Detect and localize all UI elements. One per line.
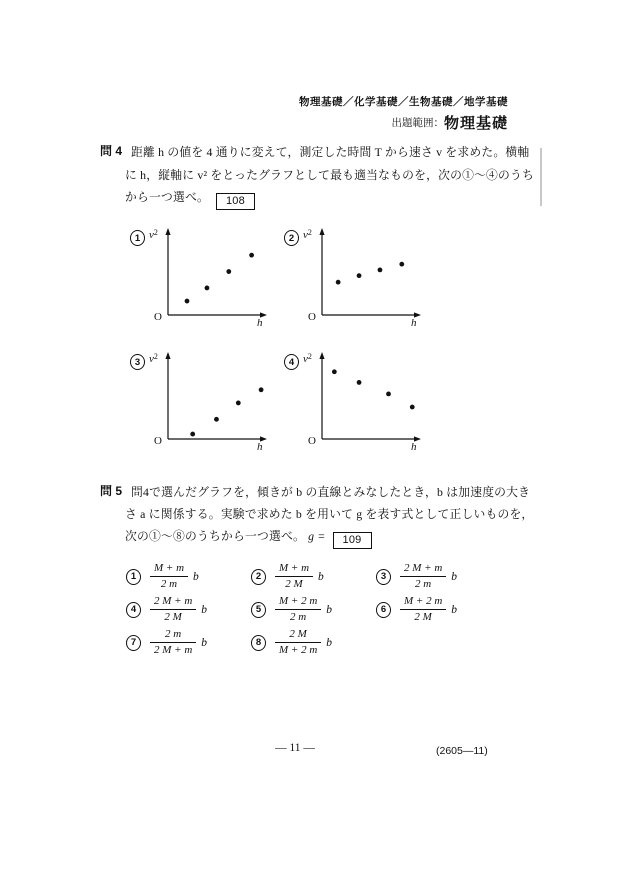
coefficient-b: b	[193, 570, 199, 583]
options-grid	[126, 560, 501, 659]
option-number: 4	[126, 602, 141, 618]
option-2	[251, 560, 376, 593]
data-point	[190, 432, 195, 437]
answer-box-109: 109	[333, 532, 372, 549]
q4-line-1: 距離 h の値を 4 通りに変えて，測定した時間 T から速さ v を求めた。横軸	[131, 145, 530, 159]
fraction	[275, 628, 321, 656]
data-point	[236, 401, 241, 406]
data-point	[332, 369, 337, 374]
graph-axes	[282, 351, 432, 457]
graph-axes	[128, 351, 278, 457]
fraction-numerator: M + m	[275, 562, 313, 577]
coefficient-b: b	[326, 636, 333, 649]
fraction	[400, 562, 446, 590]
y-axis-label: $v^2$	[303, 228, 312, 241]
coefficient-b: b	[201, 636, 208, 649]
header-scope	[299, 112, 508, 133]
data-point	[185, 299, 190, 304]
footer-page-number: — 11 —	[275, 742, 315, 754]
data-point	[378, 268, 383, 273]
fraction-denominator: 2 M	[414, 611, 432, 623]
header-subject-list: 物理基礎／化学基礎／生物基礎／地学基礎	[299, 96, 508, 108]
fraction-denominator: 2 m	[290, 611, 307, 623]
graph-3	[128, 351, 278, 457]
y-axis-arrow	[319, 352, 324, 359]
coefficient-b: b	[201, 603, 208, 616]
q5-label: 問 5	[100, 484, 123, 498]
y-axis-label: $v^2$	[303, 352, 312, 365]
data-point	[399, 262, 404, 267]
x-axis-label: h	[411, 317, 417, 329]
graph-number: 4	[284, 354, 299, 370]
y-axis-arrow	[165, 228, 170, 235]
q4-line-3	[125, 188, 255, 210]
fraction-numerator: M + m	[150, 562, 188, 577]
origin-label: O	[154, 435, 162, 447]
fraction-denominator: 2 M	[164, 611, 182, 623]
origin-label: O	[308, 435, 316, 447]
page-header	[299, 94, 508, 133]
fraction	[150, 628, 196, 656]
graph-1	[128, 227, 278, 333]
graph-number: 2	[284, 230, 299, 246]
fraction-numerator: 2 M + m	[150, 595, 196, 610]
fraction	[275, 595, 321, 623]
data-point	[357, 273, 362, 278]
option-6	[376, 593, 501, 626]
fraction-numerator: 2 M	[275, 628, 321, 643]
graph-axes	[282, 227, 432, 333]
data-point	[410, 405, 415, 410]
x-axis-label: h	[411, 441, 417, 453]
fraction-denominator: 2 m	[160, 578, 178, 590]
fraction-denominator: 2 M + m	[154, 644, 193, 656]
y-axis-arrow	[165, 352, 170, 359]
q5-line-1: 問4で選んだグラフを，傾きが b の直線とみなしたとき，b は加速度の大き	[131, 485, 531, 499]
origin-label: O	[308, 311, 316, 323]
option-number: 5	[251, 602, 266, 618]
fraction-numerator: 2 M + m	[400, 562, 446, 577]
fraction-denominator: M + 2 m	[279, 644, 318, 656]
option-number: 7	[126, 635, 141, 651]
q5-line-3-text: 次の①～⑧のうちから一つ選べ。	[125, 529, 305, 543]
data-point	[336, 280, 341, 285]
q4-line-3-text: から一つ選べ。	[125, 190, 209, 204]
fraction	[275, 562, 313, 590]
graph-number: 1	[130, 230, 145, 246]
option-7	[126, 626, 251, 659]
coefficient-b: b	[451, 603, 458, 616]
fraction	[150, 595, 196, 623]
option-4	[126, 593, 251, 626]
fraction-denominator: 2 m	[415, 578, 432, 590]
y-axis-label: $v^2$	[149, 352, 158, 365]
data-point	[205, 286, 210, 291]
graph-4	[282, 351, 432, 457]
answer-box-108: 108	[216, 193, 255, 210]
scan-artifact-line	[540, 148, 542, 206]
option-3	[376, 560, 501, 593]
coefficient-b: b	[326, 603, 333, 616]
x-axis-label: h	[257, 317, 263, 329]
data-point	[249, 253, 254, 258]
data-point	[386, 392, 391, 397]
q4-label: 問 4	[100, 144, 123, 158]
fraction-numerator: M + 2 m	[400, 595, 446, 610]
data-point	[357, 380, 362, 385]
y-axis-arrow	[319, 228, 324, 235]
option-5	[251, 593, 376, 626]
option-number: 2	[251, 569, 266, 585]
coefficient-b: b	[451, 570, 458, 583]
graph-2	[282, 227, 432, 333]
scope-value: 物理基礎	[443, 115, 508, 132]
x-axis-label: h	[257, 441, 263, 453]
option-8	[251, 626, 376, 659]
data-point	[214, 417, 219, 422]
option-number: 1	[126, 569, 141, 585]
fraction-denominator: 2 M	[285, 578, 303, 590]
q5-line-2: さ a に関係する。実験で求めた b を用いて g を表す式として正しいものを，	[125, 507, 534, 521]
fraction	[150, 562, 188, 590]
option-1	[126, 560, 251, 593]
footer-code: (2605—11)	[436, 745, 488, 757]
option-number: 6	[376, 602, 391, 618]
data-point	[226, 269, 231, 274]
y-axis-label: $v^2$	[149, 228, 158, 241]
option-number: 3	[376, 569, 391, 585]
option-number: 8	[251, 635, 266, 651]
scope-label: 出題範囲：	[391, 117, 444, 129]
fraction-numerator: M + 2 m	[275, 595, 321, 610]
graph-axes	[128, 227, 278, 333]
coefficient-b: b	[318, 570, 324, 583]
q5-line-3	[125, 527, 372, 549]
fraction	[400, 595, 446, 623]
g-equals: g =	[308, 529, 326, 543]
data-point	[259, 387, 264, 392]
origin-label: O	[154, 311, 162, 323]
fraction-numerator: 2 m	[150, 628, 196, 643]
graph-number: 3	[130, 354, 145, 370]
q4-line-2: に h，縦軸に v² をとったグラフとして最も適当なものを，次の①～④のうち	[125, 168, 535, 182]
